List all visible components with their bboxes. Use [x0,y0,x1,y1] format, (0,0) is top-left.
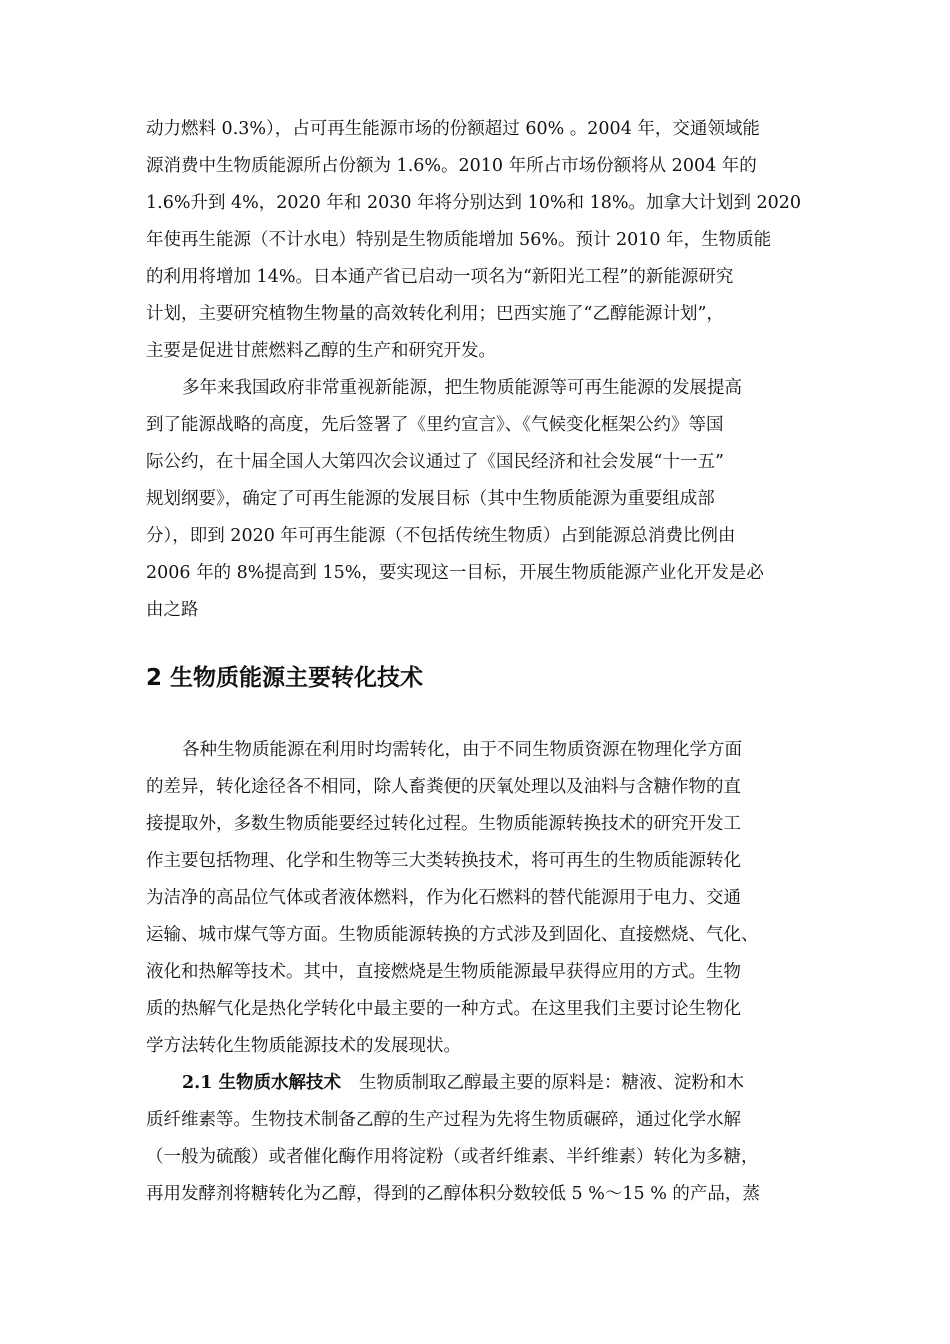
paragraph3-line-7: 液化和热解等技术。其中，直接燃烧是生物质能源最早获得应用的方式。生物 [146,962,741,982]
paragraph2-line-6: 2006 年的 8%提高到 15%，要实现这一目标，开展生物质能源产业化开发是必 [146,563,764,583]
paragraph1-line-4: 年使再生能源（不计水电）特别是生物质能增加 56%。预计 2010 年，生物质能 [146,230,772,250]
subsection-line-2: 质纤维素等。生物技术制备乙醇的生产过程为先将生物质碾碎，通过化学水解 [146,1110,741,1130]
paragraph1-line-5: 的利用将增加 14%。日本通产省已启动一项名为“新阳光工程”的新能源研究 [146,267,734,287]
subsection-first-line-text: 生物质制取乙醇最主要的原料是：糖液、淀粉和木 [359,1073,745,1093]
paragraph3-line-3: 接提取外，多数生物质能要经过转化过程。生物质能源转换技术的研究开发工 [146,814,741,834]
paragraph1-line-7: 主要是促进甘蔗燃料乙醇的生产和研究开发。 [146,341,496,361]
section-heading: 2 生物质能源主要转化技术 [146,665,424,691]
paragraph3-line-5: 为洁净的高品位气体或者液体燃料，作为化石燃料的替代能源用于电力、交通 [146,888,741,908]
paragraph2-line-3: 际公约，在十届全国人大第四次会议通过了《国民经济和社会发展“十一五” [146,452,724,472]
paragraph2-line-7: 由之路 [146,600,199,620]
paragraph3-line-4: 作主要包括物理、化学和生物等三大类转换技术，将可再生的生物质能源转化 [146,851,741,871]
paragraph1-line-3: 1.6%升到 4%，2020 年和 2030 年将分别达到 10%和 18%。加拿大计划到 2020 [146,193,802,213]
paragraph2-line-1: 多年来我国政府非常重视新能源，把生物质能源等可再生能源的发展提高 [182,378,742,398]
paragraph3-line-6: 运输、城市煤气等方面。生物质能源转换的方式涉及到固化、直接燃烧、气化、 [146,925,759,945]
paragraph3-line-2: 的差异，转化途径各不相同，除人畜粪便的厌氧处理以及油料与含糖作物的直 [146,777,741,797]
paragraph2-line-5: 分），即到 2020 年可再生能源（不包括传统生物质）占到能源总消费比例由 [146,526,736,546]
paragraph1-line-2: 源消费中生物质能源所占份额为 1.6%。2010 年所占市场份额将从 2004 年的 [146,156,757,176]
paragraph3-line-8: 质的热解气化是热化学转化中最主要的一种方式。在这里我们主要讨论生物化 [146,999,741,1019]
paragraph1-line-1: 动力燃料 0.3%），占可再生能源市场的份额超过 60% 。2004 年，交通领域能 [146,119,760,139]
subsection-first-line [182,1071,842,1095]
paragraph3-line-9: 学方法转化生物质能源技术的发展现状。 [146,1036,461,1056]
paragraph1-line-6: 计划，主要研究植物生物量的高效转化利用；巴西实施了“乙醇能源计划”， [146,304,724,324]
paragraph3-line-1: 各种生物质能源在利用时均需转化，由于不同生物质资源在物理化学方面 [182,740,742,760]
subsection-title: 2.1 生物质水解技术 [182,1073,342,1093]
subsection-line-4: 再用发酵剂将糖转化为乙醇，得到的乙醇体积分数较低 5 %～15 % 的产品，蒸 [146,1184,760,1204]
subsection-line-3: （一般为硫酸）或者催化酶作用将淀粉（或者纤维素、半纤维素）转化为多糖， [146,1147,759,1167]
paragraph2-line-2: 到了能源战略的高度，先后签署了《里约宣言》、《气候变化框架公约》等国 [146,415,724,435]
paragraph2-line-4: 规划纲要》，确定了可再生能源的发展目标（其中生物质能源为重要组成部 [146,489,715,509]
